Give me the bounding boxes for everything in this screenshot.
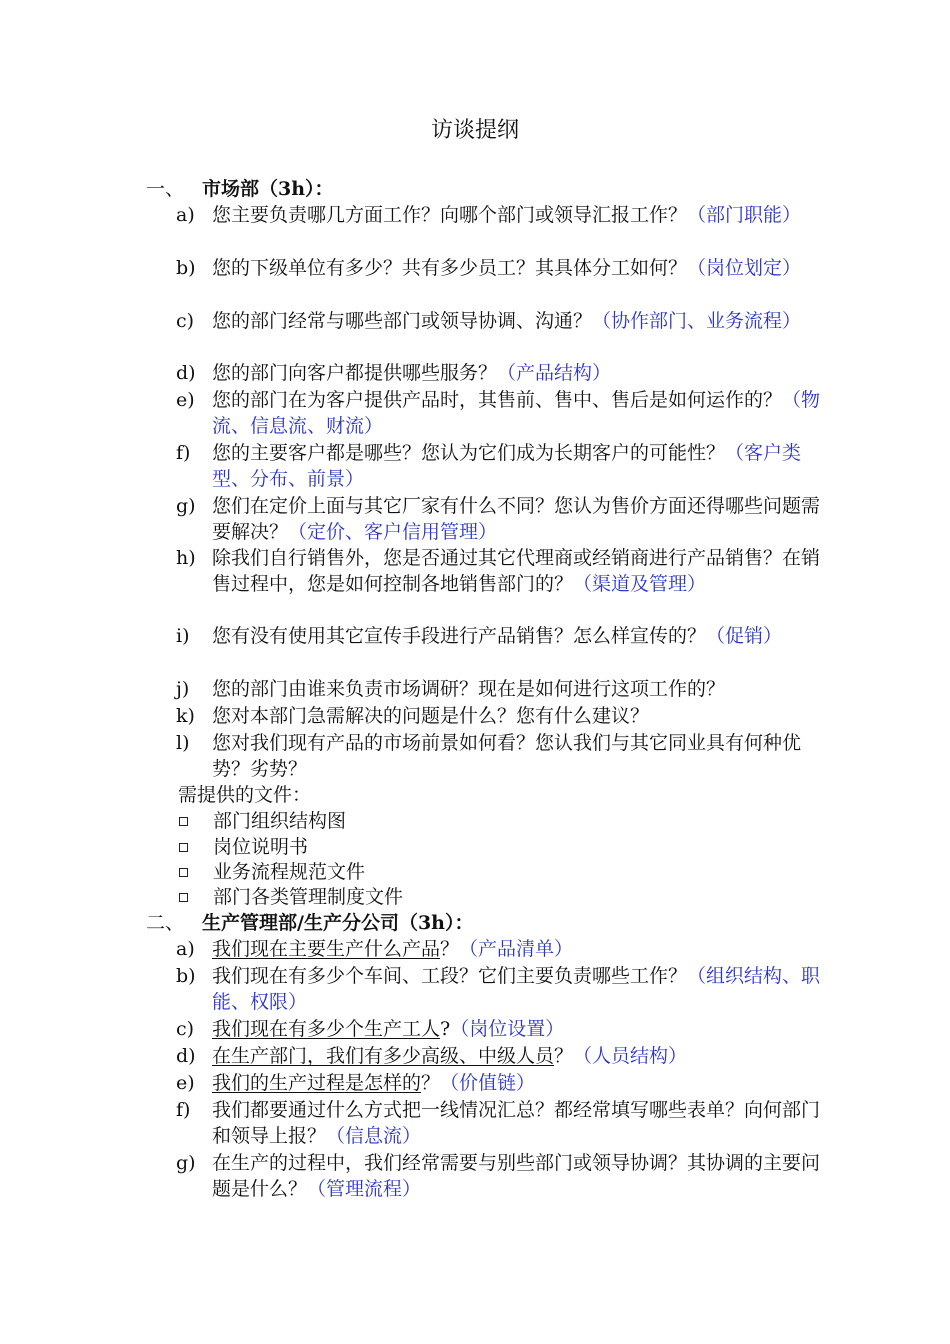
item-note: （客户类型、分布、前景） bbox=[212, 442, 802, 490]
list-item bbox=[176, 255, 826, 281]
item-text: 在生产部门，我们有多少高级、中级人员 bbox=[212, 1045, 555, 1067]
item-label: e) bbox=[176, 389, 195, 411]
item-text: 在生产的过程中，我们经常需要与别些部门或领导协调？其协调的主要问题是什么？ bbox=[212, 1152, 821, 1200]
item-label: f) bbox=[176, 1099, 191, 1121]
item-label: d) bbox=[176, 362, 196, 384]
item-label: c) bbox=[176, 1018, 195, 1040]
checkbox-square-icon bbox=[179, 843, 188, 852]
item-note: （定价、客户信用管理） bbox=[288, 521, 498, 543]
list-item bbox=[176, 440, 826, 492]
item-note: （产品清单） bbox=[459, 938, 574, 960]
file-item bbox=[176, 834, 308, 860]
checkbox-square-icon bbox=[179, 817, 188, 826]
item-note: （组织结构、职能、权限） bbox=[212, 965, 821, 1013]
item-label: f) bbox=[176, 442, 191, 464]
file-name: 业务流程规范文件 bbox=[213, 861, 366, 883]
item-label: i) bbox=[176, 625, 190, 647]
item-label: e) bbox=[176, 1072, 195, 1094]
item-note: （部门职能） bbox=[687, 204, 802, 226]
section-heading-market bbox=[146, 176, 334, 202]
item-text: 您主要负责哪几方面工作？向哪个部门或领导汇报工作？ bbox=[212, 204, 688, 226]
item-note: （渠道及管理） bbox=[573, 573, 707, 595]
item-note: （岗位划定） bbox=[687, 257, 802, 279]
item-note: （信息流） bbox=[326, 1125, 422, 1147]
list-item bbox=[176, 202, 826, 228]
list-item bbox=[176, 545, 826, 597]
document-title: 访谈提纲 bbox=[430, 118, 519, 143]
item-text: 您对我们现有产品的市场前景如何看？您认我们与其它同业具有何种优势？劣势？ bbox=[212, 732, 802, 780]
list-item bbox=[176, 963, 826, 1015]
section-number: 一、 bbox=[146, 178, 185, 200]
item-label: h) bbox=[176, 547, 196, 569]
section-number: 二、 bbox=[146, 912, 185, 934]
item-label: a) bbox=[176, 204, 195, 226]
item-text: 您的下级单位有多少？共有多少员工？其具体分工如何？ bbox=[212, 257, 688, 279]
item-punct: ? bbox=[440, 1018, 451, 1040]
list-item bbox=[176, 676, 826, 702]
item-note: （人员结构） bbox=[573, 1045, 688, 1067]
item-label: j) bbox=[176, 678, 190, 700]
list-item bbox=[176, 703, 826, 729]
item-text: 我们现在有多少个生产工人 bbox=[212, 1018, 441, 1040]
files-label: 需提供的文件： bbox=[178, 784, 312, 806]
item-label: d) bbox=[176, 1045, 196, 1067]
item-text: 您的部门由谁来负责市场调研？现在是如何进行这项工作的？ bbox=[212, 678, 726, 700]
item-punct: ？ bbox=[421, 1072, 441, 1094]
item-note: （管理流程） bbox=[307, 1178, 422, 1200]
file-item bbox=[176, 884, 403, 910]
checkbox-square-icon bbox=[179, 893, 188, 902]
list-item bbox=[176, 387, 826, 439]
list-item bbox=[176, 1016, 826, 1042]
item-label: a) bbox=[176, 938, 195, 960]
item-note: （物流、信息流、财流） bbox=[212, 389, 821, 437]
item-text: 我们的生产过程是怎样的 bbox=[212, 1072, 422, 1094]
item-text: 您们在定价上面与其它厂家有什么不同？您认为售价方面还得哪些问题需要解决？ bbox=[212, 495, 821, 543]
file-item bbox=[176, 859, 365, 885]
checkbox-square-icon bbox=[179, 868, 188, 877]
item-punct: ？ bbox=[554, 1045, 574, 1067]
item-note: （促销） bbox=[706, 625, 783, 647]
item-note: （岗位设置） bbox=[450, 1018, 565, 1040]
item-label: c) bbox=[176, 310, 195, 332]
list-item bbox=[176, 360, 826, 386]
list-item bbox=[176, 1150, 826, 1202]
file-name: 部门组织结构图 bbox=[213, 810, 347, 832]
list-item bbox=[176, 493, 826, 545]
list-item bbox=[176, 1097, 826, 1149]
item-label: g) bbox=[176, 495, 196, 517]
section-title: 生产管理部/生产分公司（3h）： bbox=[202, 912, 474, 934]
item-label: k) bbox=[176, 705, 195, 727]
file-item bbox=[176, 808, 346, 834]
item-label: b) bbox=[176, 257, 196, 279]
list-item bbox=[176, 936, 826, 962]
item-label: g) bbox=[176, 1152, 196, 1174]
item-text: 我们现在主要生产什么产品 bbox=[212, 938, 441, 960]
item-text: 您的部门经常与哪些部门或领导协调、沟通？ bbox=[212, 310, 593, 332]
item-label: l) bbox=[176, 732, 190, 754]
list-item bbox=[176, 623, 826, 649]
item-text: 您的主要客户都是哪些？您认为它们成为长期客户的可能性？ bbox=[212, 442, 726, 464]
section-title: 市场部（3h）： bbox=[202, 178, 334, 200]
item-text: 您的部门向客户都提供哪些服务？ bbox=[212, 362, 498, 384]
item-text: 您的部门在为客户提供产品时，其售前、售中、售后是如何运作的？ bbox=[212, 389, 783, 411]
item-note: （产品结构） bbox=[497, 362, 612, 384]
item-text: 我们都要通过什么方式把一线情况汇总？都经常填写哪些表单？向何部门和领导上报？ bbox=[212, 1099, 821, 1147]
file-name: 岗位说明书 bbox=[213, 836, 309, 858]
item-note: （价值链） bbox=[440, 1072, 536, 1094]
list-item bbox=[176, 730, 826, 782]
item-text: 我们现在有多少个车间、工段？它们主要负责哪些工作？ bbox=[212, 965, 688, 987]
list-item bbox=[176, 1070, 826, 1096]
item-text: 您有没有使用其它宣传手段进行产品销售？怎么样宣传的？ bbox=[212, 625, 707, 647]
list-item bbox=[176, 1043, 826, 1069]
section-heading-production bbox=[146, 910, 473, 936]
item-punct: ？ bbox=[440, 938, 460, 960]
file-name: 部门各类管理制度文件 bbox=[213, 886, 404, 908]
item-label: b) bbox=[176, 965, 196, 987]
item-text: 您对本部门急需解决的问题是什么？您有什么建议？ bbox=[212, 705, 650, 727]
item-text: 除我们自行销售外，您是否通过其它代理商或经销商进行产品销售？在销售过程中，您是如何控制各地销售部门的？ bbox=[212, 547, 821, 595]
item-note: （协作部门、业务流程） bbox=[592, 310, 802, 332]
list-item bbox=[176, 308, 826, 334]
